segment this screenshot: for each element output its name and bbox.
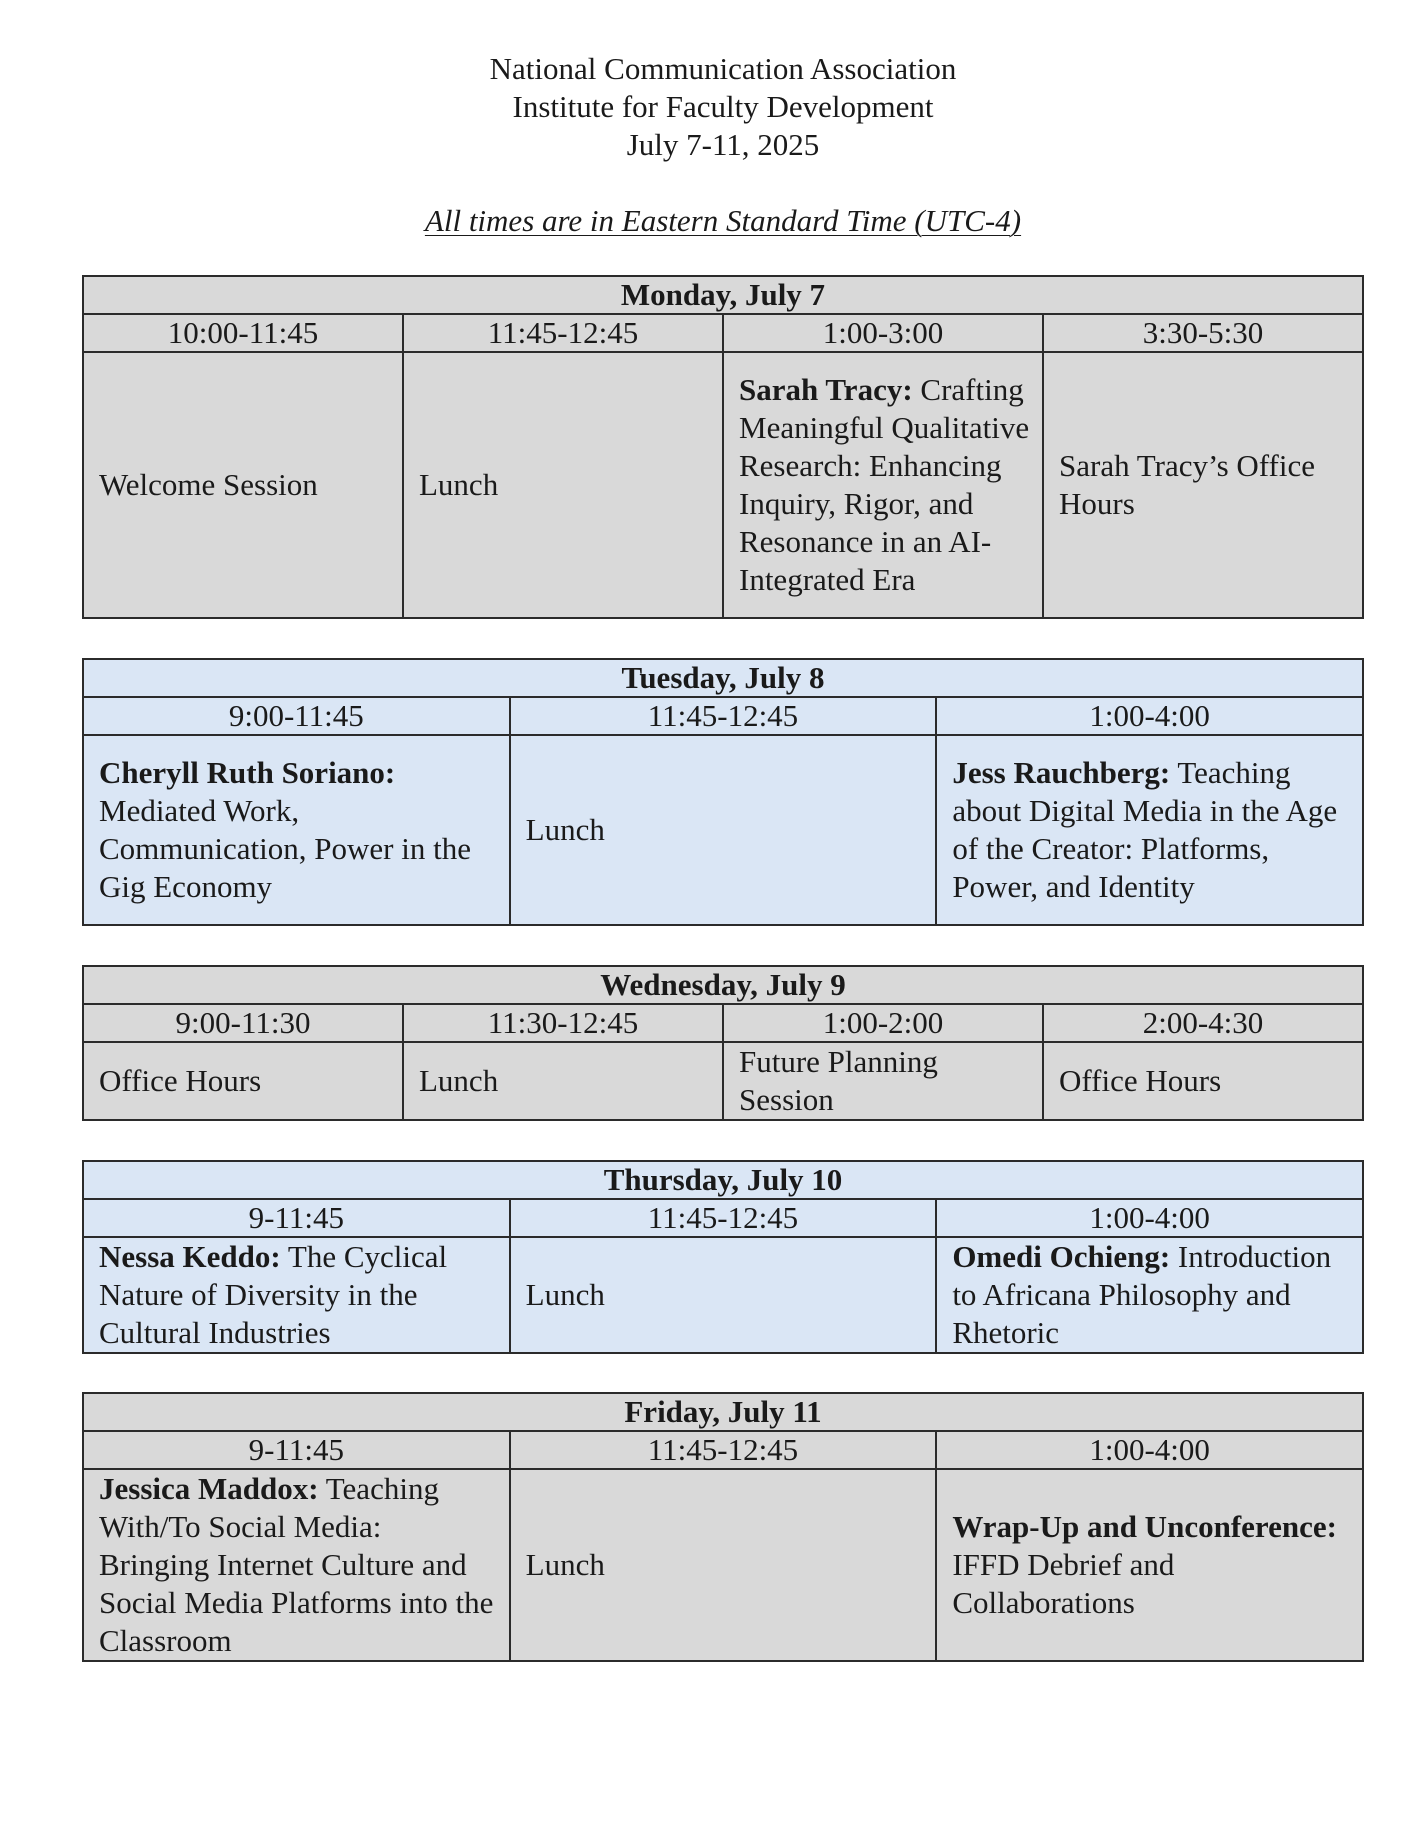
session-title: Crafting Meaningful Qualitative Research: Enhancing Inquiry, Rigor, and Resonance in an AI-Integrated Era [739,372,1030,597]
session-cell [510,1237,937,1353]
session-title: Sarah Tracy’s Office Hours [1059,448,1315,521]
session-cell [723,352,1043,618]
schedule-tuesday [82,658,1364,926]
time-slot: 1:00-4:00 [936,1431,1363,1469]
session-title: Teaching about Digital Media in the Age of the Creator: Platforms, Power, and Identity [952,755,1338,904]
org-title: National Communication Association [489,51,957,86]
session-title: Lunch [419,1063,499,1098]
event-dates: July 7-11, 2025 [626,127,820,162]
session-cell [510,735,937,925]
session-title: Teaching With/To Social Media: Bringing Internet Culture and Social Media Platforms into the Classroom [99,1471,494,1658]
time-slot: 1:00-2:00 [723,1004,1043,1042]
session-title: Lunch [525,1277,605,1312]
session-cell [83,352,403,618]
session-title: Welcome Session [99,467,318,502]
time-slot: 11:45-12:45 [403,314,723,352]
day-heading: Monday, July 7 [83,276,1363,314]
time-slot: 9-11:45 [83,1431,510,1469]
time-slot: 11:30-12:45 [403,1004,723,1042]
session-cell [723,1042,1043,1120]
time-slot: 1:00-4:00 [936,1199,1363,1237]
session-title: Mediated Work, Communication, Power in the Gig Economy [99,793,471,904]
speaker-name: Cheryll Ruth Soriano: [99,755,396,790]
session-cell [403,1042,723,1120]
time-slot: 2:00-4:30 [1043,1004,1363,1042]
session-cell [936,735,1363,925]
time-slot: 11:45-12:45 [510,1199,937,1237]
session-cell [1043,352,1363,618]
schedule-monday [82,275,1364,619]
session-title: Lunch [525,1547,605,1582]
schedule-friday [82,1392,1364,1662]
session-title: Lunch [525,812,605,847]
time-slot: 10:00-11:45 [83,314,403,352]
time-slot: 3:30-5:30 [1043,314,1363,352]
session-title: Office Hours [1059,1063,1222,1098]
speaker-name: Omedi Ochieng: [952,1239,1171,1274]
time-slot: 9-11:45 [83,1199,510,1237]
session-title: The Cyclical Nature of Diversity in the Cultural Industries [99,1239,448,1350]
day-heading: Friday, July 11 [83,1393,1363,1431]
time-slot: 9:00-11:45 [83,697,510,735]
timezone-note-wrap [0,203,1420,239]
session-title: Office Hours [99,1063,262,1098]
session-cell [403,352,723,618]
session-cell [936,1469,1363,1661]
day-heading: Tuesday, July 8 [83,659,1363,697]
session-title: IFFD Debrief and Collaborations [952,1547,1175,1620]
speaker-name: Jessica Maddox: [99,1471,319,1506]
session-cell [83,1469,510,1661]
session-cell [1043,1042,1363,1120]
session-cell [83,735,510,925]
day-heading: Wednesday, July 9 [83,966,1363,1004]
timezone-note: All times are in Eastern Standard Time (UTC-4) [424,203,1022,238]
speaker-name: Wrap-Up and Unconference: [952,1509,1337,1544]
time-slot: 9:00-11:30 [83,1004,403,1042]
session-title: Introduction to Africana Philosophy and Rhetoric [952,1239,1332,1350]
institute-title: Institute for Faculty Development [512,89,934,124]
schedule-wednesday [82,965,1364,1121]
speaker-name: Nessa Keddo: [99,1239,281,1274]
session-cell [83,1237,510,1353]
time-slot: 1:00-3:00 [723,314,1043,352]
schedule-thursday [82,1160,1364,1354]
session-title: Lunch [419,467,499,502]
day-heading: Thursday, July 10 [83,1161,1363,1199]
time-slot: 1:00-4:00 [936,697,1363,735]
session-title: Future Planning Session [739,1044,938,1117]
session-cell [83,1042,403,1120]
session-cell [936,1237,1363,1353]
time-slot: 11:45-12:45 [510,697,937,735]
document-header [0,50,1420,164]
speaker-name: Sarah Tracy: [739,372,913,407]
time-slot: 11:45-12:45 [510,1431,937,1469]
session-cell [510,1469,937,1661]
speaker-name: Jess Rauchberg: [952,755,1171,790]
